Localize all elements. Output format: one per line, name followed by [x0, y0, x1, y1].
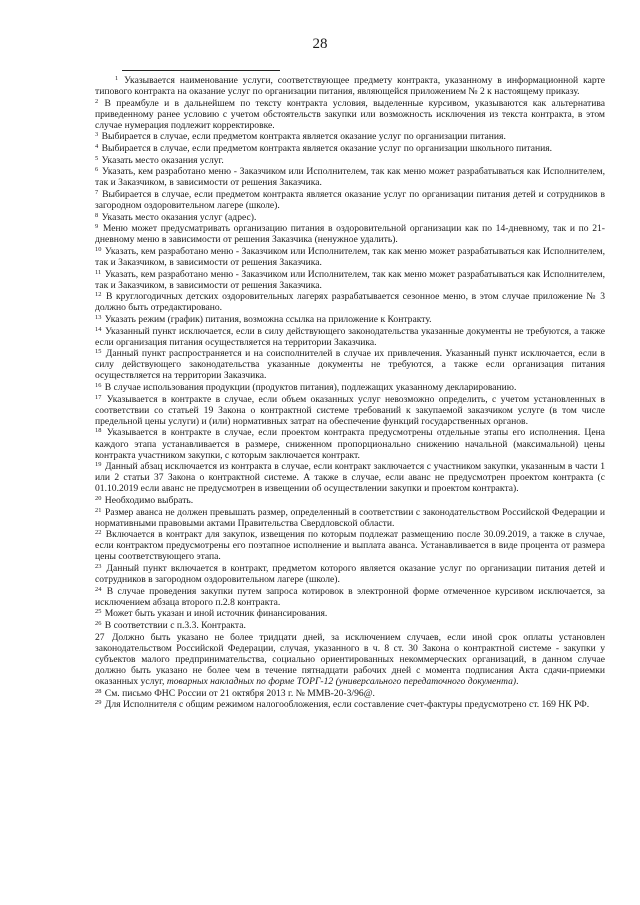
footnote-21	[95, 507, 605, 529]
footnote-24	[95, 586, 605, 608]
footnote-separator	[122, 70, 280, 71]
footnote-text: В случае проведения закупки путем запроса котировок в электронной форме отмеченное курсивом исключается, за исключением абзаца второго п.2.8 контракта.	[95, 585, 605, 608]
footnote-text: Размер аванса не должен превышать размер, определенный в соответствии с законодательством Российской Федерации и нормативными правовыми актами Правительства Свердловской области.	[95, 506, 605, 529]
footnote-number: 5	[95, 154, 99, 162]
footnote-number: 26	[95, 620, 102, 627]
footnote-text: Указать, кем разработано меню - Заказчиком или Исполнителем, так как меню может разрабатываться как Исполнителем, так и Заказчиком, в зависимости от решения Заказчика.	[95, 268, 605, 291]
footnote-number: 10	[95, 245, 102, 253]
footnote-29	[95, 699, 605, 710]
footnote-number: 21	[95, 506, 102, 514]
footnote-28	[95, 688, 605, 699]
footnote-number: 28	[95, 687, 102, 695]
footnote-text: Должно быть указано не более тридцати дней, за исключением случаев, если иной срок оплаты установлен законодательством Российской Федерации, случая, указанного в ч. 8 ст. 30 Закона о контрактной системе - закупки у субъектов малого предпринимательства, социально ориентированных некоммерческих организаций, в данном случае должно быть указано не более чем в течение пятнадцати рабочих дней с момента подписания Акта сдачи-приемки оказанных услуг,	[95, 631, 605, 687]
footnote-12	[95, 291, 605, 313]
footnote-text: В круглогодичных детских оздоровительных лагерях разрабатывается сезонное меню, в этом случае приложение № 3 должно быть отредактировано.	[95, 291, 605, 314]
footnote-text: Данный пункт включается в контракт, предметом которого является оказание услуг по организации питания детей и сотрудников в загородном оздоровительном лагере (школе).	[95, 563, 605, 586]
footnote-text: Указанный пункт исключается, если в силу действующего законодательства указанные документы не требуются, а также если организация питания осуществляется на территории Заказчика.	[95, 325, 605, 348]
footnote-number: 4	[95, 143, 99, 151]
footnote-18	[95, 427, 605, 460]
footnote-27	[95, 632, 605, 687]
footnote-7	[95, 189, 605, 211]
footnote-number: 25	[95, 608, 102, 616]
footnote-3	[95, 131, 605, 142]
footnote-text: Меню может предусматривать организацию питания в оздоровительной организации как по 14-дневному, так и по 21-дневному меню в зависимости от решения Заказчика (ненужное удалить).	[95, 223, 605, 246]
footnote-number: 23	[95, 563, 102, 571]
footnote-text: В соответствии с п.3.3. Контракта.	[104, 620, 246, 631]
footnote-text: Указывается в контракте в случае, если проектом контракта предусмотрены отдельные этапы его исполнения. Цена каждого этапа устанавливается в размере, сниженном пропорционально снижению начальной (максимальной) цены контракта участником закупки, с которым заключается контракт.	[95, 427, 605, 461]
footnote-number: 18	[95, 427, 102, 435]
footnote-number: 24	[95, 585, 102, 593]
footnote-text: Указать режим (график) питания, возможна ссылка на приложение к Контракту.	[104, 313, 432, 325]
footnote-13	[95, 314, 605, 325]
footnote-17	[95, 394, 605, 427]
footnote-number: 12	[95, 291, 102, 299]
footnote-number: 20	[95, 494, 102, 502]
footnote-15	[95, 348, 605, 381]
footnote-text: Выбирается в случае, если предметом контракта является оказание услуг по организации питания детей и сотрудников в загородном оздоровительном лагере (школе).	[95, 188, 605, 212]
footnote-6	[95, 166, 605, 188]
footnote-text: Указать место оказания услуг.	[101, 154, 224, 166]
footnote-1	[95, 75, 605, 97]
footnote-text: Необходимо выбрать.	[104, 494, 194, 506]
footnote-number: 3	[95, 131, 99, 139]
footnote-number: 15	[95, 348, 102, 356]
footnote-text: Может быть указан и иной источник финансирования.	[104, 608, 328, 620]
footnote-number: 29	[95, 699, 102, 707]
footnote-16	[95, 382, 605, 393]
footnote-25	[95, 608, 605, 619]
footnote-text: Включается в контракт для закупок, извещения по которым подлежат размещению после 30.09.2019, а также в случае, если контрактом предусмотрены его поэтапное исполнение и выплата аванса. Устанавливается в виде процента от размера цены соответствующего этапа.	[95, 529, 606, 563]
footnote-2	[95, 98, 605, 131]
footnote-number: 6	[95, 166, 99, 174]
footnote-9	[95, 223, 605, 245]
footnote-number: 19	[95, 461, 102, 469]
footnote-4	[95, 143, 605, 154]
footnote-text: Указывается в контракте в случае, если объем оказанных услуг невозможно определить, с учетом установленных в соответствии со статьей 19 Закона о контрактной системе требований к закупаемой заказчиком услуге (в том числе предельной цены услуги) и (или) нормативных затрат на обеспечение функций государственных органов.	[95, 393, 605, 427]
footnote-number: 27	[95, 631, 105, 643]
footnote-text: Указать, кем разработано меню - Заказчиком или Исполнителем, так как меню может разрабатываться как Исполнителем, так и Заказчиком, в зависимости от решения Заказчика.	[95, 245, 605, 268]
footnote-8	[95, 212, 605, 223]
footnote-text: Данный пункт распространяется и на соисполнителей в случае их привлечения. Указанный пункт исключается, если в силу действующего законодательства указанные документы не требуются, а также если организация питания осуществляется на территории Заказчика.	[95, 348, 605, 382]
footnote-number: 13	[95, 313, 102, 321]
footnote-number: 11	[95, 268, 102, 276]
footnote-19	[95, 461, 605, 494]
footnote-10	[95, 246, 605, 268]
footnote-text: Выбирается в случае, если предметом контракта является оказание услуг по организации школьного питания.	[101, 143, 553, 155]
footnote-22	[95, 529, 605, 562]
footnote-number: 17	[95, 393, 102, 401]
footnote-text: Данный абзац исключается из контракта в случае, если контракт заключается с участником закупки, указанным в части 1 или 2 статьи 37 Закона о контрактной системе. А также в случае, если аванс не предусмотрен проектом контракта (с 01.10.2019 если аванс не предусмотрен в извещении об осуществлении закупки и проектом контракта).	[95, 461, 605, 495]
footnote-20	[95, 495, 605, 506]
footnote-23	[95, 563, 605, 585]
footnote-italic-text: товарных накладных по форме ТОРГ-12 (универсального передаточного документа)	[166, 675, 517, 687]
footnote-text: Для Исполнителя с общим режимом налогообложения, если составление счет-фактуры предусмотрено ст. 169 НК РФ.	[104, 699, 590, 711]
footnote-11	[95, 269, 605, 291]
footnotes-list	[95, 75, 605, 711]
footnote-text: В преамбуле и в дальнейшем по тексту контракта условия, выделенные курсивом, указываются как альтернатива приведенному ранее условию с учетом обстоятельств закупки или возможность исключения из текста контракта, в этом случае нумерация подлежит корректировке.	[95, 97, 605, 131]
page-number: 28	[312, 36, 328, 52]
footnote-14	[95, 326, 605, 348]
footnote-number: 2	[95, 97, 99, 105]
footnote-number: 8	[95, 211, 99, 219]
footnote-number: 9	[95, 223, 99, 231]
footnote-text: В случае использования продукции (продуктов питания), подлежащих указанному декларированию.	[104, 382, 517, 394]
footnote-text: Указать, кем разработано меню - Заказчиком или Исполнителем, так как меню может разрабатываться как Исполнителем, так и Заказчиком, в зависимости от решения Заказчика.	[95, 166, 605, 189]
footnote-5	[95, 155, 605, 166]
footnote-number: 22	[95, 529, 102, 537]
footnote-text: Указывается наименование услуги, соответствующее предмету контракта, указанному в информационной карте типового контракта на оказание услуг по организации питания, являющейся приложением № 2 к настоящему приказу.	[95, 75, 605, 98]
footnote-number: 16	[95, 382, 102, 390]
footnote-tail: .	[516, 675, 519, 687]
footnote-26	[95, 620, 605, 631]
footnote-number: 1	[115, 75, 119, 82]
footnote-text: См. письмо ФНС России от 21 октября 2013 г. № ММВ-20-3/96@.	[104, 687, 375, 699]
footnote-text: Выбирается в случае, если предметом контракта является оказание услуг по организации питания.	[101, 131, 506, 143]
footnote-number: 14	[95, 325, 102, 333]
footnote-text: Указать место оказания услуг (адрес).	[101, 211, 257, 223]
footnote-number: 7	[95, 188, 99, 196]
